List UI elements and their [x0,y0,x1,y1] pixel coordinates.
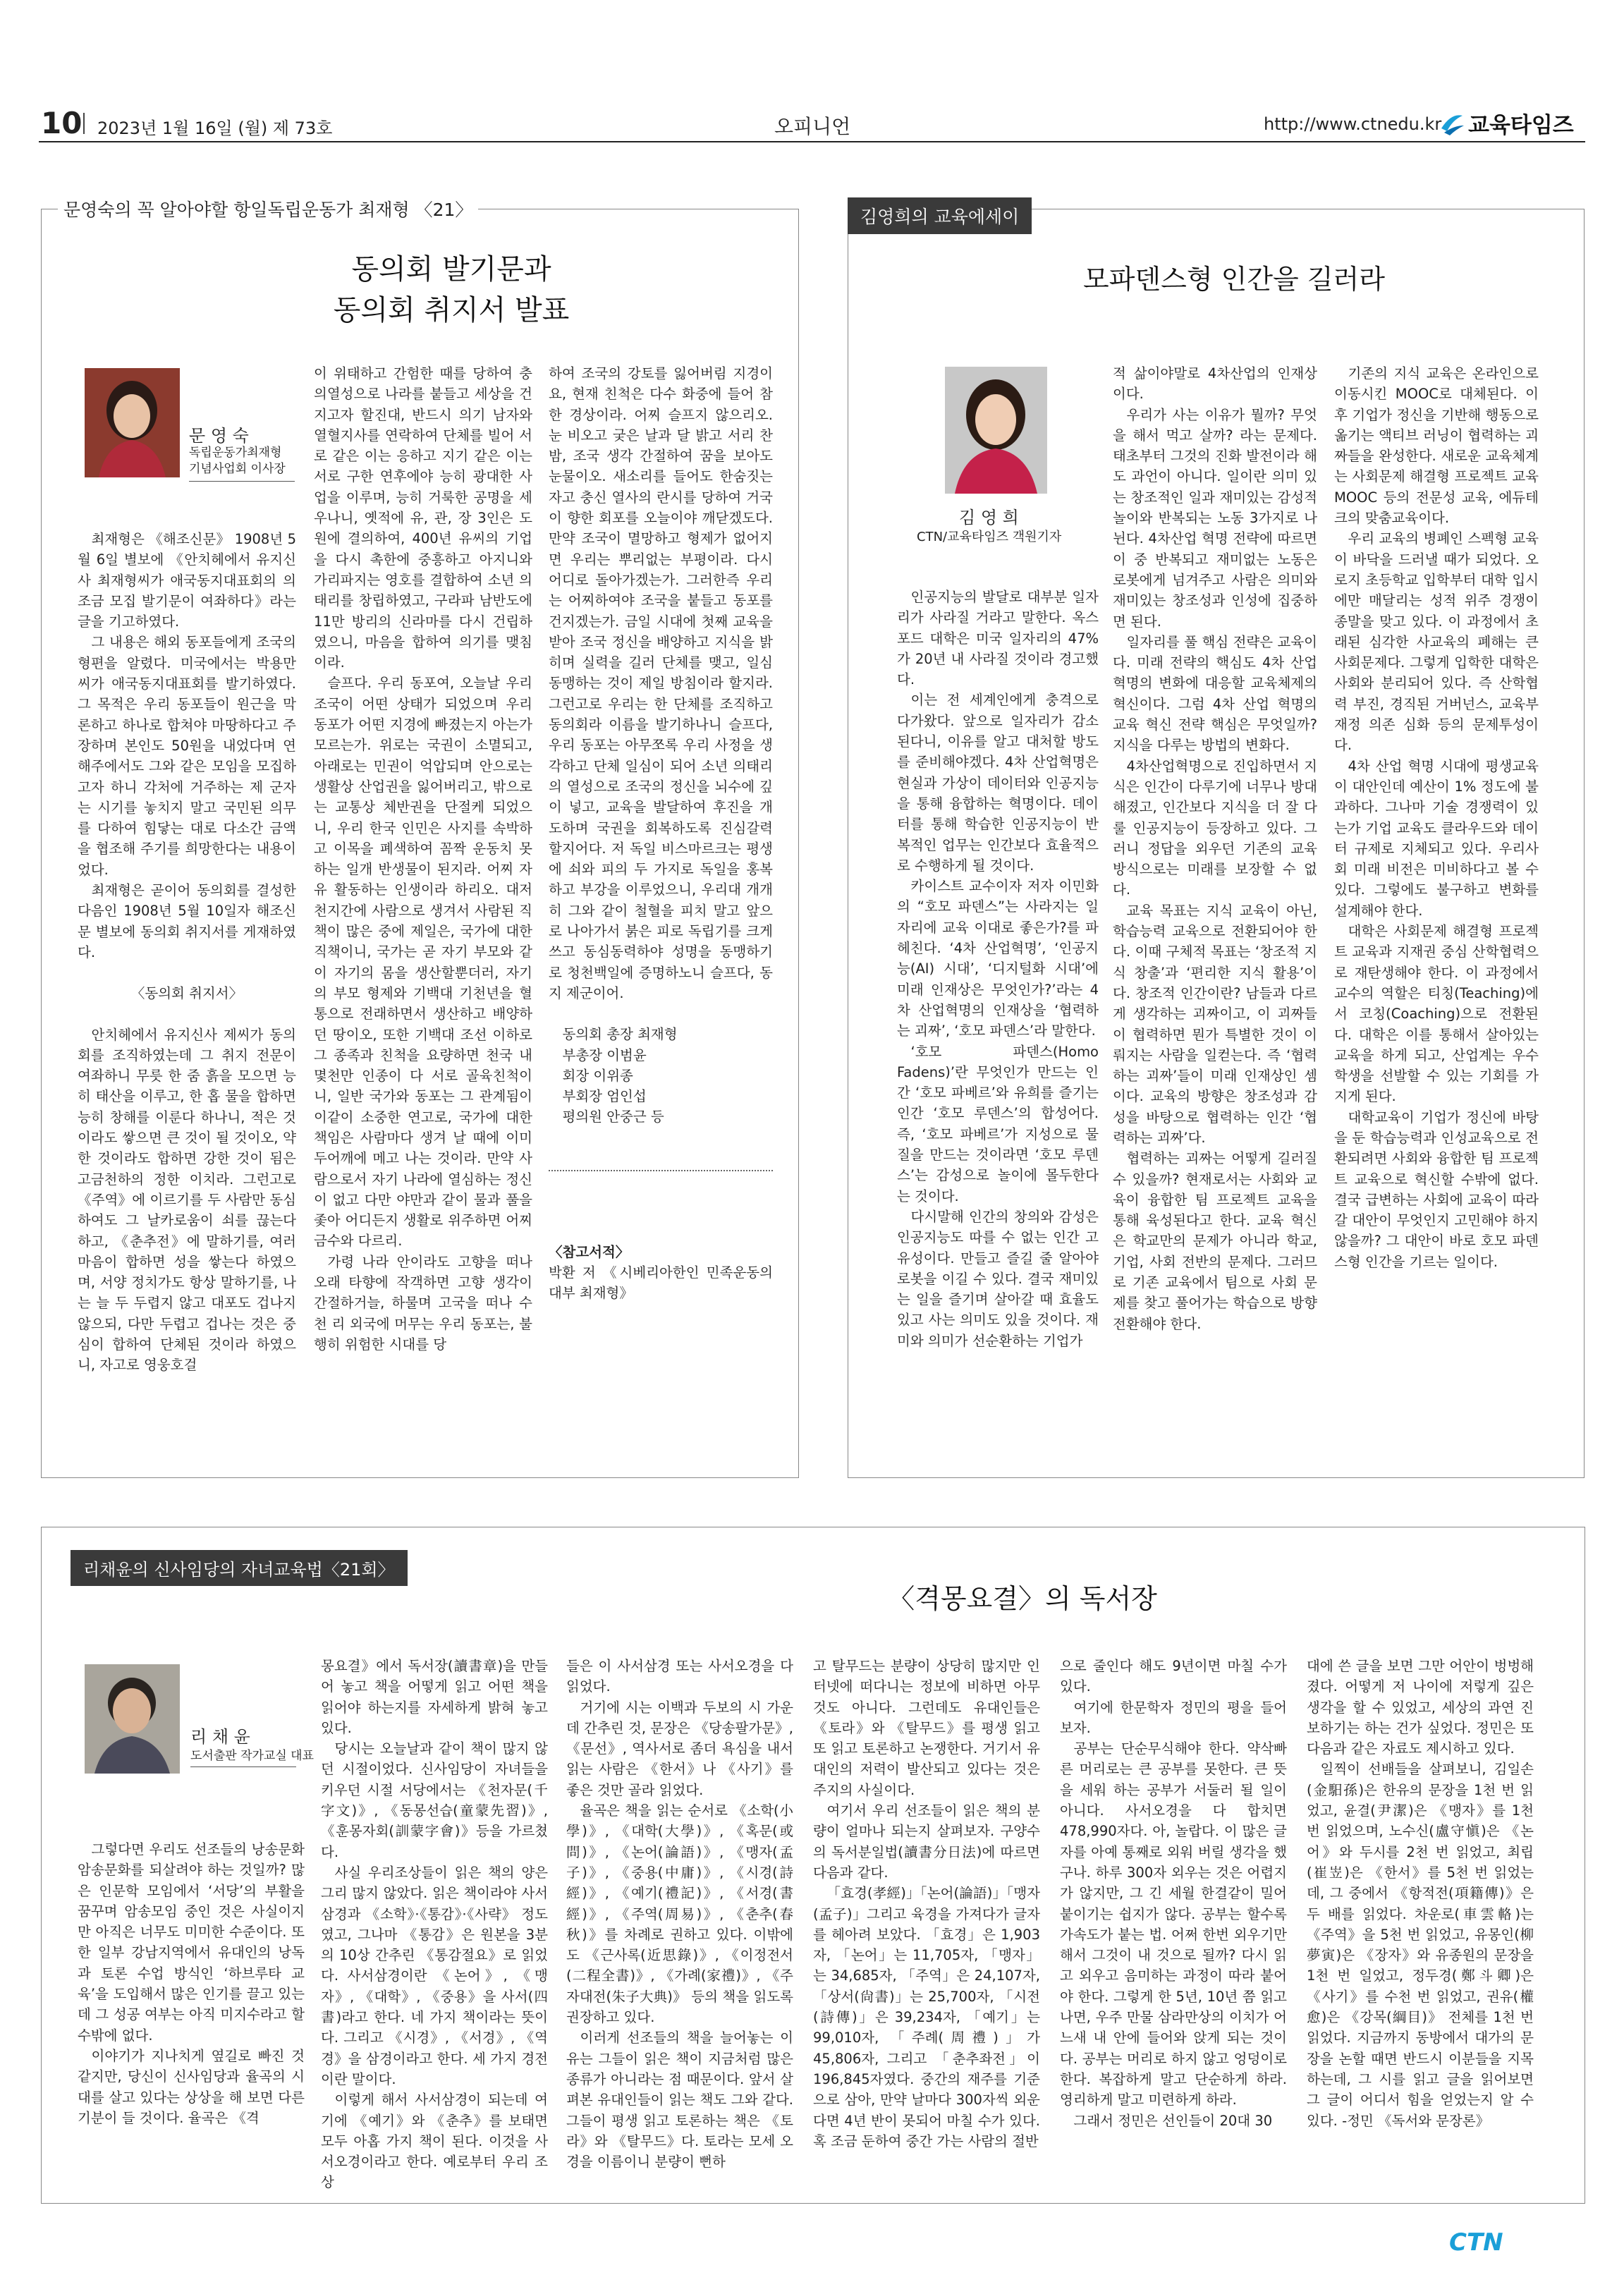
article-3-column-2 [321,1656,548,2192]
section-name: 오피니언 [774,115,851,138]
paragraph: 최재형은 《해조신문》 1908년 5월 6일 별보에 《안치헤에서 유지신사 최재형씨가 애국동지대표회의 의조금 모집 발기문이 여좌하다》라는 글을 기고하였다. [78,531,296,630]
article-3-series: 리채윤의 신사임당의 자녀교육법〈21회〉 [71,1550,408,1586]
paragraph: 그래서 정민은 선인들이 20대 30 [1073,2112,1273,2129]
article-1-column-2 [314,363,532,1460]
logo-text: 교육타임즈 [1468,113,1574,138]
paragraph: 4차 산업 혁명 시대에 평생교육이 대안인데 예산이 1% 정도에 불과하다. 그나마 기술 경쟁력이 있는가 기업 교육도 클라우드와 데이터 규제로 지체되고 있다. 우리사회 미래 비전은 미비하다고 볼 수 있다. 그렇에도 불구하고 변화를 설계해야 한다. [1334,757,1539,919]
subheading: 〈동의회 취지서〉 [130,985,243,1002]
author-underline-lee [190,1766,296,1767]
reference-title: 〈참고서적〉 [549,1243,630,1260]
site-url[interactable]: http://www.ctnedu.kr [1264,114,1442,134]
article-1-series: 문영숙의 꼭 알아야할 항일독립운동가 최재형 〈21〉 [58,196,478,221]
headline-line-2: 동의회 취지서 발표 [333,294,570,327]
author-photo-lee [85,1664,180,1774]
article-3-headline: 〈격몽요결〉의 독서장 [888,1583,1157,1614]
paragraph: 이 위태하고 간험한 때를 당하여 충의열성으로 나라를 붙들고 세상을 건지고자 할진대, 반드시 의기 남자와 열혈지사를 연락하여 단체를 빌어 서로 같은 이는 응하고 지기 같은 이는 서로 구한 연후에야 능히 광대한 사업을 이루며, 능히 거룩한 공명을 세우나니, 옛적에 유, 관, 장 3인은 도원에 결의하여, 400년 유씨의 기업을 다시 촉한에 중흥하고 아지니와 가리파지는 영호를 결합하여 소년 의태리를 창립하였고, 구라파 남반도에 11만 방리의 신라마를 다시 건립하였으니, 마음을 합하여 의기를 맺침이라. [314,365,532,671]
paragraph: 우리 교육의 병폐인 스펙형 교육이 바닥을 드러낼 때가 되었다. 오로지 초등학교 입학부터 대학 입시에만 매달리는 성적 위주 경쟁이 종말을 맞고 있다. 이 과정에서 초래된 심각한 사교육의 폐해는 큰 사회문제다. 그렇게 입학한 대학은 사회와 분리되어 있다. 즉 산학협력 부진, 경직된 거버넌스, 교육부 재정 의존 심화 등의 문제투성이다. [1334,530,1539,754]
article-2-column-3 [1334,363,1539,1460]
article-3-column-1 [78,1839,305,2192]
paragraph: 일찍이 선배들을 살펴보니, 김일손(金馹孫)은 한유의 문장을 1천 번 읽었고, 윤결(尹潔)은 《맹자》를 1천 번 읽었으며, 노수신(盧守愼)은 《논어》와 두시를 2천 번 읽었고, 최립(崔岦)은 《한서》를 5천 번 읽었는데, 그 중에서 《항적전(項籍傳)》은 두 배를 읽었다. 차운로(車雲輅)는 《주역》을 5천 번 읽었고, 유몽인(柳夢寅)은 《장자》와 유종원의 문장을 1천 번 일었고, 정두경(鄭斗卿)은 《사기》를 수천 번 읽었고, 권유(權愈)은 《강목(綱目)》 전체를 1천 번 읽었다. 지금까지 동방에서 대가의 문장을 논할 때면 반드시 이분들을 지목하는데, 그 시를 읽고 글을 읽어보면 그 글이 어디서 힘을 얻었는지 알 수 있다. -정민 《독서와 문장론》 [1307,1761,1534,2129]
paragraph: 고 탈무드는 분량이 상당히 많지만 인터넷에 떠다니는 정보에 비하면 아무 것도 아니다. 그런데도 유대인들은 《토라》와 《탈무드》를 평생 읽고 또 읽고 토론하고 논쟁한다. 거기서 유대인의 저력이 발산되고 있다는 것은 주지의 사실이다. [813,1658,1040,1798]
paragraph: 여기에 한문학자 정민의 평을 들어보자. [1060,1699,1287,1736]
author-affiliation-kim: CTN/교육타임즈 객원기자 [917,530,1062,544]
reference-text: 박환 저 《시베리아한인 민족운동의 대부 최재형》 [549,1264,773,1302]
reference-separator [549,1170,773,1171]
paragraph: 카이스트 교수이자 저자 이민화의 “호모 파덴스”는 사라지는 일자리에 교육 이대로 좋은가?를 파헤친다. ‘4차 산업혁명’, ‘인공지능(AI) 시대’, ‘디지털화 시대’에 미래 인재상은 무엇인가?’라는 4차 산업혁명의 인재상을 ‘협력하는 괴짜’, ‘호모 파덴스’라 말한다. [897,878,1099,1039]
author-name-moon: 문 영 숙 [189,426,249,446]
paragraph: 이는 전 세계인에게 충격으로 다가왔다. 앞으로 일자리가 감소된다니, 이유를 알고 대처할 방도를 준비해야겠다. 4차 산업혁명은 현실과 가상이 데이터와 인공지능을 통해 융합하는 혁명이다. 데이터를 통해 학습한 인공지능이 반복적인 업무는 인간보다 효율적으로 수행하게 될 것이다. [897,692,1099,874]
article-2-series: 김영희의 교육에세이 [848,197,1032,234]
paragraph: 대학은 사회문제 해결형 프로젝트 교육과 지재권 중심 산학협력으로 재탄생해야 한다. 이 과정에서 교수의 역할은 티칭(Teaching)에서 코칭(Coaching)으로 전환된다. 대학은 이를 통해서 살아있는 교육을 하게 되고, 산업계는 우수 학생을 선발할 수 있는 기회를 가지게 된다. [1334,923,1539,1105]
page-number: 10 [41,106,83,140]
paragraph: 「효경(孝經)」「논어(論語)」「맹자(孟子)」그리고 육경을 가져다가 글자를 헤아려 보았다. 「효경」은 1,903자, 「논어」는 11,705자, 「맹자」는 34,685자, 「주역」은 24,107자, 「상서(尙書)」는 25,700자, 「시전(詩傳)」은 39,234자, 「예기」는 99,010자, 「주례(周禮)」가 45,806자, 그리고 「춘추좌전」이 196,845자였다. 중간의 재주를 기준으로 삼아, 만약 날마다 300자씩 외운다면 4년 반이 못되어 마칠 수가 있다. 혹 조금 둔하여 중간 가는 사람의 절반 [813,1885,1040,2149]
paragraph: 대에 쓴 글을 보면 그만 어안이 벙벙해졌다. 어떻게 저 나이에 저렇게 깊은 생각을 할 수 있었고, 세상의 과연 진보하기는 하는 건가 싶었다. 정민은 또 다음과 같은 자료도 제시하고 있다. [1307,1658,1534,1757]
paragraph: 다시말해 인간의 창의와 감성은 인공지능도 따를 수 없는 인간 고유성이다. 만들고 즐길 줄 알아야 로봇을 이길 수 있다. 결국 재미있는 일을 즐기며 살아갈 때 효율도 있고 사는 의미도 있을 것이다. 재미와 의미가 선순환하는 기업가 [897,1208,1099,1349]
signatory: 부총장 이범윤 [562,1046,647,1063]
paragraph: 안치헤에서 유지신사 제씨가 동의회를 조직하였는데 그 취지 전문이 여좌하니 무릇 한 줌 흙을 모으면 능히 태산을 이루고, 한 홉 물을 합하면 능히 창해를 이룬다 하나니, 적은 것이라도 쌓으면 큰 것이 될 것이오, 약한 것이라도 합하면 강한 것이 됨은 고금천하의 정한 이치라. 그런고로 《주역》에 이르기를 두 사람만 동심하여도 그 날카로움이 쇠를 끊는다 하고, 《춘추전》에 말하기를, 여러 마음이 합하면 성을 쌓는다 하였으며, 서양 정치가도 항상 말하기를, 나는 늘 두 두렵지 않고 대포도 겁나지 않으되, 다만 두렵고 겁나는 것은 중심이 합하여 단체된 것이라 하였으니, 자고로 영웅호걸 [78,1026,296,1374]
article-2-column-1 [897,587,1099,1461]
paragraph: 우리가 사는 이유가 뭘까? 무엇을 해서 먹고 살까? 라는 문제다. 태초부터 그것의 진화 발전이라 해도 과언이 아니다. 일이란 의미 있는 창조적인 일과 재미있는 감성적 놀이와 반복되는 노동 3가지로 나뉜다. 4차산업 혁명 전략에 따르면 이 중 반복되고 재미없는 노동은 로봇에게 넘겨주고 사람은 의미와 재미있는 창조성과 인성에 집중하면 된다. [1113,406,1317,630]
paragraph: 기존의 지식 교육은 온라인으로 이동시킨 MOOC로 대체된다. 이 후 기업가 정신을 기반해 행동으로 옮기는 액티브 러닝이 협력하는 괴짜들을 완성한다. 새로운 교육체계는 사회문제 해결형 프로젝트 교육 MOOC 등의 전문성 교육, 에듀테크의 맞춤교육이다. [1334,365,1539,527]
article-1-headline [212,249,691,331]
paragraph: 몽요결》에서 독서장(讀書章)을 만들어 놓고 책을 어떻게 읽고 어떤 책을 읽어야 하는지를 자세하게 밝혀 놓고 있다. [321,1658,548,1736]
logo-swoosh-icon [1439,110,1465,137]
paragraph: 적 삶이야말로 4차산업의 인재상이다. [1113,365,1317,403]
signatory: 회장 이위종 [562,1067,633,1084]
logo [1439,107,1574,139]
article-2-column-2 [1113,363,1317,1460]
footer-logo: CTN [1449,2228,1503,2257]
author-photo-moon [85,368,180,477]
paragraph: 일자리를 풀 핵심 전략은 교육이다. 미래 전략의 핵심도 4차 산업혁명의 변화에 대응할 교육체제의 혁신이다. 그럼 4차 산업 혁명의 교육 혁신 전략 핵심은 무엇일까? 지식을 다루는 방법의 변화다. [1113,633,1317,754]
article-3-column-3 [566,1656,793,2192]
paragraph: 그렇다면 우리도 선조들의 낭송문화 암송문화를 되살려야 하는 것일까? 많은 인문학 모임에서 ‘서당’의 부활을 꿈꾸며 암송모임 중인 것은 사실이지만 아직은 너무도 미미한 수준이다. 또한 일부 강남지역에서 유대인의 낭독과 토론 수업 방식인 ‘하브루타 교육’을 도입해서 많은 인기를 끌고 있는데 그 성공 여부는 아직 미지수라고 할 수밖에 없다. [78,1841,305,2044]
paragraph: 으로 줄인다 해도 9년이면 마칠 수가 있다. [1060,1658,1287,1695]
paragraph: 가령 나라 안이라도 고향을 떠나 오래 타향에 작객하면 고향 생각이 간절하거늘, 하물며 고국을 떠나 수천 리 외국에 머무는 우리 동포는, 불행히 위험한 시대를 당 [314,1253,532,1353]
paragraph: 대학교육이 기업가 정신에 바탕을 둔 학습능력과 인성교육으로 전환되려면 사회와 융합한 팀 프로젝트 교육으로 혁신할 수밖에 없다. 결국 급변하는 사회에 교육이 따라갈 대안이 무엇인지 고민해야 하지 않을까? 그 대안이 바로 호모 파덴스형 인간을 기르는 일이다. [1334,1109,1539,1270]
paragraph: 여기서 우리 선조들이 읽은 책의 분량이 얼마나 되는지 살펴보자. 구양수의 독서분일법(讀書分日法)에 따르면 다음과 같다. [813,1802,1040,1881]
article-1-column-1 [78,529,296,1460]
paragraph: 교육 목표는 지식 교육이 아닌, 학습능력 교육으로 전환되어야 한다. 이때 구체적 목표는 ‘창조적 지식 창출’과 ‘편리한 지식 활용’이다. 창조적 인간이란? 남들과 다르게 생각하는 괴짜이고, 이 괴짜들이 협력하면 뭔가 특별한 것이 이뤄지는 사람을 일컫는다. 즉 ‘협력하는 괴짜’들이 미래 인재상인 셈이다. 교육의 방향은 창조성과 감성을 바탕으로 협력하는 인간 ‘협력하는 괴짜’다. [1113,902,1317,1146]
article-2-headline: 모파덴스형 인간을 길러라 [1083,264,1385,295]
author-name-lee: 리 채 윤 [190,1727,250,1747]
paragraph: 당시는 오늘날과 같이 책이 많지 않던 시절이었다. 신사임당이 자녀들을 키우던 시절 서당에서는 《천자문(千字文)》, 《동몽선습(童蒙先習)》, 《훈몽자회(訓蒙字會)》등을 가르쳤다. [321,1740,548,1860]
paragraph: 거기에 시는 이백과 두보의 시 가운데 간추린 것, 문장은 《당송팔가문》, 《문선》, 역사서로 좀더 욕심을 내서 읽는 사람은 《한서》나 《사기》를 좋은 것만 골라 읽었다. [566,1699,793,1798]
paragraph: 들은 이 사서삼경 또는 사서오경을 다 읽었다. [566,1658,793,1695]
paragraph: 이야기가 지나치게 옆길로 빠진 것 같지만, 당신이 신사임당과 율곡의 시대를 살고 있다는 상상을 해 보면 다른 기분이 들 것이다. 율곡은 《격 [78,2047,305,2126]
author-underline-moon [189,481,295,482]
paragraph: 인공지능의 발달로 대부분 일자리가 사라질 거라고 말한다. 옥스포드 대학은 미국 일자리의 47%가 20년 내 사라질 것이라 경고했다. [897,589,1099,688]
paragraph: 그 내용은 해외 동포들에게 조국의 형편을 알렸다. 미국에서는 박용만 씨가 애국동지대표회를 발기하였다. 그 목적은 우리 동포들이 원근을 막론하고 하나로 합쳐야 마땅하다고 주장하며 본인도 50원을 내었다며 연해주에서도 그와 같은 모임을 모집하고자 하니 각처에 거주하는 제 군자는 시기를 놓치지 말고 국민된 의무를 다하여 힘닿는 대로 다소간 금액을 협조해 주기를 희망한다는 내용이었다. [78,634,296,878]
paragraph: 하여 조국의 강토를 잃어버림 지경이요, 현재 친척은 다수 화중에 들어 참한 경상이라. 어찌 슬프지 않으리오. 눈 비오고 궂은 날과 달 밝고 서리 찬 밤, 조국 생각 간절하여 꿈을 보아도 눈물이오. 새소리를 들어도 한숨짓는 자고 충신 열사의 란시를 당하여 거국이 향한 회포를 오늘이야 깨닫겠도다. 만약 조국이 멸망하고 형제가 없어지면 우리는 뿌리없는 부평이라. 다시 어디로 돌아가겠는가. 그러한즉 우리는 어찌하여야 조국을 붙들고 동포를 건지겠는가. 금일 시대에 첫째 교육을 받아 조국 정신을 배양하고 지식을 밝히며 실력을 길러 단체를 맺고, 일심동맹하는 것이 제일 방침이라 할지라. 그런고로 우리는 한 단체를 조직하고 동의회라 이름을 발기하나니 슬프다, 우리 동포는 아무쪼록 우리 사정을 생각하고 단체 일심이 되어 소년 의태리의 열성으로 조국의 정신을 뇌수에 깊이 넣고, 교육을 발달하여 후진을 개도하며 국권을 회복하도록 진심갈력 할지어다. 저 독일 비스마르크는 평생에 쇠와 피의 두 가지로 독일을 홍복하고 부강을 이루었으니, 우리대 개개히 그와 같이 철혈을 피치 말고 앞으로 나아가서 붉은 피로 독립기를 크게 쓰고 동심동력하야 성명을 동맹하기로 청천백일에 증명하노니 슬프다, 동지 제군이어. [549,365,773,1001]
signatory: 평의원 안중근 등 [562,1109,664,1125]
author-affiliation-lee: 도서출판 작가교실 대표 [190,1749,315,1763]
masthead-rule [39,141,1585,142]
signatory: 동의회 총장 최재형 [562,1026,678,1043]
paragraph: 이러게 선조들의 책을 늘어놓는 이유는 그들이 읽은 책이 지금처럼 많은 종류가 아니라는 점 때문이다. 앞서 살펴본 유대인들이 읽는 책도 그와 같다. 그들이 평생 읽고 토론하는 책은 《토라》와 《탈무드》다. 토라는 모세 오경을 이름이니 분량이 뻔하 [566,2030,793,2171]
article-3-column-6 [1307,1656,1534,2192]
issue-date: 2023년 1월 16일 (월) 제 73호 [97,118,333,138]
author-photo-kim [945,367,1047,494]
paragraph: 율곡은 책을 읽는 순서로 《소학(小學)》, 《대학(大學)》, 《혹문(或問)》, 《논어(論語)》, 《맹자(孟子)》, 《중용(中庸)》, 《시경(詩經)》, 《예기(禮記)》, 《서경(書經)》, 《주역(周易)》, 《춘추(春秋)》를 차례로 권하고 있다. 이밖에도 《근사록(近思錄)》, 《이정전서(二程全書)》, 《가례(家禮)》, 《주자대전(朱子大典)》 등의 책을 읽도록 권장하고 있다. [566,1802,793,2026]
paragraph: 사실 우리조상들이 읽은 책의 양은 그리 많지 않았다. 읽은 책이라야 사서삼경과 《소학》·《통감》·《사략》 정도였고, 그나마 《통감》은 원본을 3분의 10상 간추린 《통감절요》로 읽었다. 사서삼경이란 《논어》, 《맹자》, 《대학》, 《중용》을 사서(四書)라고 한다. 네 가지 책이라는 뜻이다. 그리고 《시경》, 《서경》, 《역경》을 삼경이라고 한다. 세 가지 경전이란 말이다. [321,1864,548,2087]
author-name-kim: 김 영 희 [959,508,1019,527]
article-3-column-5 [1060,1656,1287,2192]
headline-line-1: 동의회 발기문과 [351,253,551,286]
paragraph: 이렇게 해서 사서삼경이 되는데 여기에 《예기》와 《춘추》를 보태면 모두 아홉 가지 책이 된다. 이것을 사서오경이라고 한다. 예로부터 우리 조상 [321,2092,548,2191]
paragraph: 4차산업혁명으로 진입하면서 지식은 인간이 다루기에 너무나 방대해졌고, 인간보다 지식을 더 잘 다룰 인공지능이 등장하고 있다. 그러니 정답을 외우던 기존의 교육 방식으로는 미래를 보장할 수 없다. [1113,757,1317,898]
signatory: 부회장 엄인섭 [562,1088,647,1105]
author-affiliation-moon-1: 독립운동가최재형 [189,446,282,460]
author-affiliation-moon-2: 기념사업회 이사장 [189,462,286,476]
paragraph: 공부는 단순무식해야 한다. 약삭빠른 머리로는 큰 공부를 못한다. 큰 뜻을 세워 하는 공부가 서둘러 될 일이 아니다. 사서오경을 다 합치면 478,990자다. 아, 놀랍다. 이 많은 글자를 아예 통째로 외워 버릴 생각을 했구나. 하루 300자 외우는 것은 어렵지가 않지만, 그 긴 세월 한결같이 밀어 붙이기는 쉽지가 않다. 공부는 할수록 가속도가 붙는 법. 어쩌 한번 외우기만 해서 그것이 내 것으로 될까? 다시 읽고 외우고 음미하는 과정이 따라 붙어야 한다. 그렇게 한 5년, 10년 쯤 읽고 나면, 우주 만물 삼라만상의 이치가 어느새 내 안에 들어와 앉게 되는 것이다. 공부는 머리로 하지 않고 엉덩이로 한다. 복잡하게 말고 단순하게 하라. 영리하게 말고 미련하게 하라. [1060,1740,1287,2109]
paragraph: 최재형은 곧이어 동의회를 결성한 다음인 1908년 5월 10일자 해조신문 별보에 동의회 취지서를 게재하였다. [78,882,296,960]
paragraph: 협력하는 괴짜는 어떻게 길러질 수 있을까? 현재로서는 사회와 교육이 융합한 팀 프로젝트 교육을 통해 육성된다고 한다. 교육 혁신은 학교만의 문제가 아니라 학교, 기업, 사회 전반의 문제다. 그러므로 기존 교육에서 팀으로 사회 문제를 찾고 풀어가는 학습으로 방향 전환해야 한다. [1113,1150,1317,1332]
article-3-column-4 [813,1656,1040,2192]
paragraph: 슬프다. 우리 동포여, 오늘날 우리 조국이 어떤 상태가 되었으며 우리 동포가 어떤 지경에 빠졌는지 아는가 모르는가. 위로는 국권이 소멸되고, 아래로는 민권이 억압되며 안으로는 생활상 산업권을 잃어버리고, 밖으로는 교통상 체반권을 단절케 되었으니, 우리 한국 인민은 사지를 속박하고 이목을 폐색하여 꼼짝 운동치 못하는 일개 반생물이 된지라. 어찌 자유 활동하는 인생이라 하리오. 대저 천지간에 사람으로 생겨서 사람된 직책이 많은 중에 제일은, 국가에 대한 직책이니, 국가는 곧 자기 부모와 같이 자기의 몸을 생산할뿐더러, 자기의 부모 형제와 기백대 기천년을 혈통으로 전래하면서 생산하고 배양하던 땅이오, 또한 기백대 조선 이하로 그 종족과 친척을 요량하면 천국 내 몇천만 인종이 다 서로 골육친척이니, 일반 국가와 동포는 그 관계됨이 이같이 소중한 연고로, 국가에 대한 책임은 사람마다 생겨 날 때에 이미 두어깨에 메고 나는 것이라. 만약 사람으로서 자기 나라에 열심하는 정신이 없고 다만 야만과 같이 물과 풀을 좇아 어디든지 생활로 위주하면 어찌 금수와 다르리. [314,675,532,1250]
masthead-divider [83,113,85,134]
article-1-column-3 [549,363,773,1460]
paragraph: ‘호모 파덴스(Homo Fadens)’란 무엇인가 만드는 인간 ‘호모 파베르’와 유희를 즐기는 인간 ‘호모 루덴스’의 합성어다. 즉, ‘호모 파베르’가 지성으로 물질을 만드는 것이라면 ‘호모 루덴스’는 감성으로 놀이에 몰두한다는 것이다. [897,1043,1099,1204]
